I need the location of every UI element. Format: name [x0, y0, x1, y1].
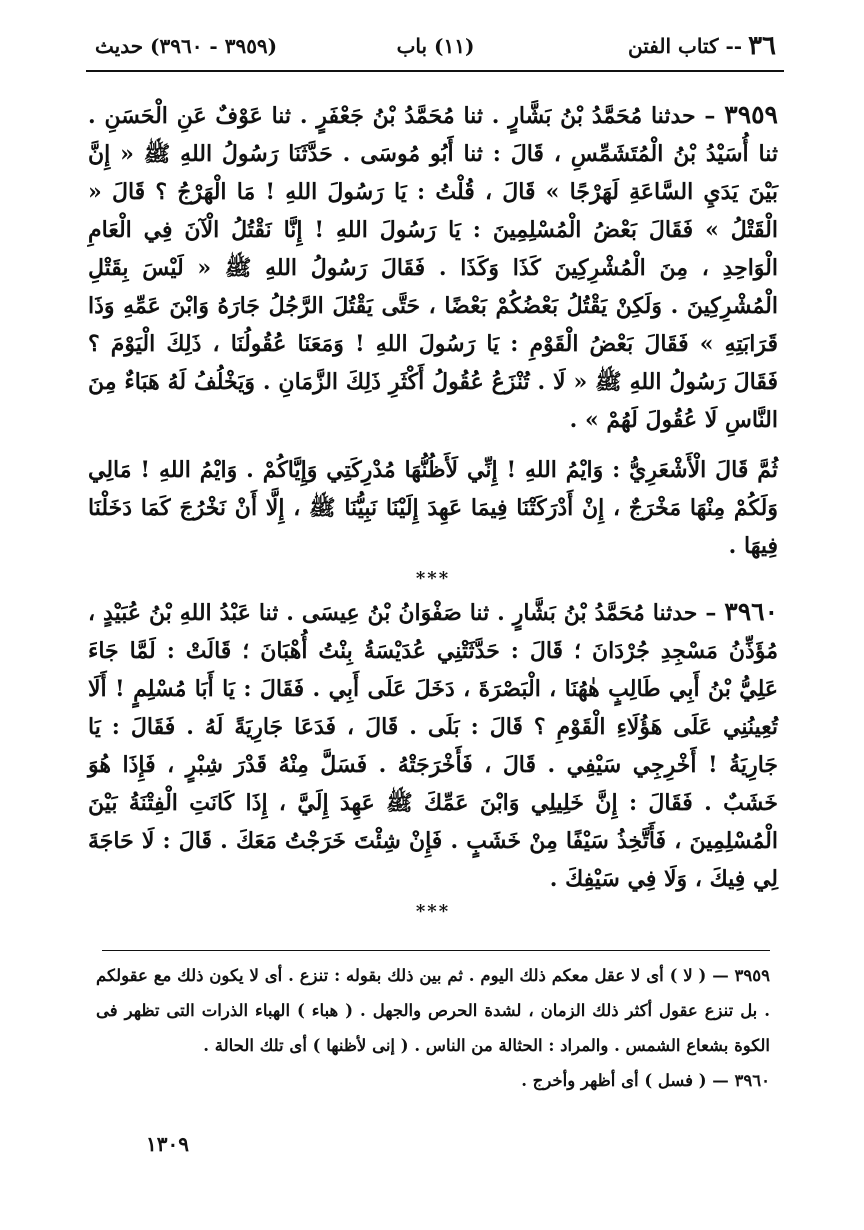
footnote-rule — [102, 950, 770, 951]
hadith-3959-paragraph — [88, 96, 778, 439]
separator-2: *** — [415, 901, 451, 922]
footnote-3959: ٣٩٥٩ — ( لا ) أى لا عقل معكم ذلك اليوم . ثم بين ذلك بقوله : تنزع . أى لا يكون ذلك مع عقولكم . بل تنزع عقول أكثر ذلك الزمان ، لشدة الحرص والجهل . ( هباء ) الهباء الذرات التى تظهر فى الكوة بشعاع الشمس . والمراد : الحثالة من الناس . ( إنى لأظنها ) أى تلك الحالة . — [96, 966, 770, 1055]
hadith-3959-text: – حدثنا مُحَمَّدُ بْنُ بَشَّارٍ . ثنا مُحَمَّدُ بْنُ جَعْفَرٍ . ثنا عَوْفٌ عَنِ الْحَسَنِ . ثنا أُسَيْدُ بْنُ الْمُتَشَمِّسِ ، قَالَ : ثنا أَبُو مُوسَى . حَدَّثَنَا رَسُولُ اللهِ ﷺ « إِنَّ بَيْنَ يَدَيِ السَّاعَةِ لَهَرْجًا » قَالَ ، قُلْتُ : يَا رَسُولَ اللهِ ! مَا الْهَرْجُ ؟ قَالَ « الْقَتْلُ » فَقَالَ بَعْضُ الْمُسْلِمِينَ : يَا رَسُولَ اللهِ ! إِنَّا نَقْتُلُ الْآنَ فِي الْعَامِ الْوَاحِدِ ، مِنَ الْمُشْرِكِينَ كَذَا وَكَذَا . فَقَالَ رَسُولُ اللهِ ﷺ « لَيْسَ بِقَتْلِ الْمُشْرِكِينَ . وَلَكِنْ يَقْتُلُ بَعْضُكُمْ بَعْضًا ، حَتَّى يَقْتُلَ الرَّجُلُ جَارَهُ وَابْنَ عَمِّهِ وَذَا قَرَابَتِهِ » فَقَالَ بَعْضُ الْقَوْمِ : يَا رَسُولَ اللهِ ! وَمَعَنَا عُقُولُنَا ، ذَلِكَ الْيَوْمَ ؟ فَقَالَ رَسُولُ اللهِ ﷺ « لَا . تُنْزَعُ عُقُولُ أَكْثَرِ ذَلِكَ الزَّمَانِ . وَيَخْلُفُ لَهُ هَبَاءٌ مِنَ النَّاسِ لَا عُقُولَ لَهُمْ » . — [88, 103, 778, 433]
hadith-3959-number: ٣٩٥٩ — [724, 100, 778, 129]
header-book-title: -- كتاب الفتن — [628, 34, 743, 58]
footnotes — [96, 958, 770, 1098]
page-number: ١٣٠٩ — [146, 1132, 189, 1156]
header-rule — [86, 70, 784, 72]
hadith-3959-continuation: ثُمَّ قَالَ الْأَشْعَرِيُّ : وَايْمُ اللهِ ! إِنِّي لَأَظُنُّهَا مُدْرِكَتِي وَإِيَّاكُمْ . وَايْمُ اللهِ ! مَالِي وَلَكُمْ مِنْهَا مَخْرَجٌ ، إِنْ أَدْرَكَتْنَا فِيمَا عَهِدَ إِلَيْنَا نَبِيُّنَا ﷺ ، إِلَّا أَنْ نَخْرُجَ كَمَا دَخَلْنَا فِيهَا . — [88, 457, 778, 559]
hadith-3960-number: ٣٩٦٠ — [724, 597, 778, 626]
separator-1: *** — [415, 568, 451, 589]
header-hadith-range: (٣٩٥٩ - ٣٩٦٠) حديث — [95, 34, 278, 58]
hadith-3960-text: – حدثنا مُحَمَّدُ بْنُ بَشَّارٍ . ثنا صَفْوَانُ بْنُ عِيسَى . ثنا عَبْدُ اللهِ بْنُ عُبَيْدٍ ، مُؤَذِّنُ مَسْجِدِ جُرْدَانَ ؛ قَالَ : حَدَّثَتْنِي عُدَيْسَةُ بِنْتُ أُهْبَانَ ؛ قَالَتْ : لَمَّا جَاءَ عَلِيُّ بْنُ أَبِي طَالِبٍ هٰهُنَا ، الْبَصْرَةَ ، دَخَلَ عَلَى أَبِي . فَقَالَ : يَا أَبَا مُسْلِمٍ ! أَلَا تُعِينُنِي عَلَى هَؤُلَاءِ الْقَوْمِ ؟ قَالَ : بَلَى . قَالَ ، فَدَعَا جَارِيَةً لَهُ . فَقَالَ : يَا جَارِيَةُ ! أَخْرِجِي سَيْفِي . قَالَ ، فَأَخْرَجَتْهُ . فَسَلَّ مِنْهُ قَدْرَ شِبْرٍ ، فَإِذَا هُوَ خَشَبٌ . فَقَالَ : إِنَّ خَلِيلِي وَابْنَ عَمِّكَ ﷺ عَهِدَ إِلَيَّ ، إِذَا كَانَتِ الْفِتْنَةُ بَيْنَ الْمُسْلِمِينَ ، فَأَتَّخِذُ سَيْفًا مِنْ خَشَبٍ . فَإِنْ شِئْتَ خَرَجْتُ مَعَكَ . قَالَ : لَا حَاجَةَ لِي فِيكَ ، وَلَا فِي سَيْفِكَ . — [88, 600, 778, 892]
header-right — [628, 31, 776, 61]
running-header — [95, 24, 776, 68]
hadith-3960-paragraph — [88, 593, 778, 898]
main-text — [88, 96, 778, 926]
header-page-label: ٣٦ — [748, 31, 776, 61]
header-bab: (١١) باب — [396, 34, 475, 58]
footnote-3960: ٣٩٦٠ — ( فسل ) أى أظهر وأخرج . — [521, 1071, 770, 1090]
